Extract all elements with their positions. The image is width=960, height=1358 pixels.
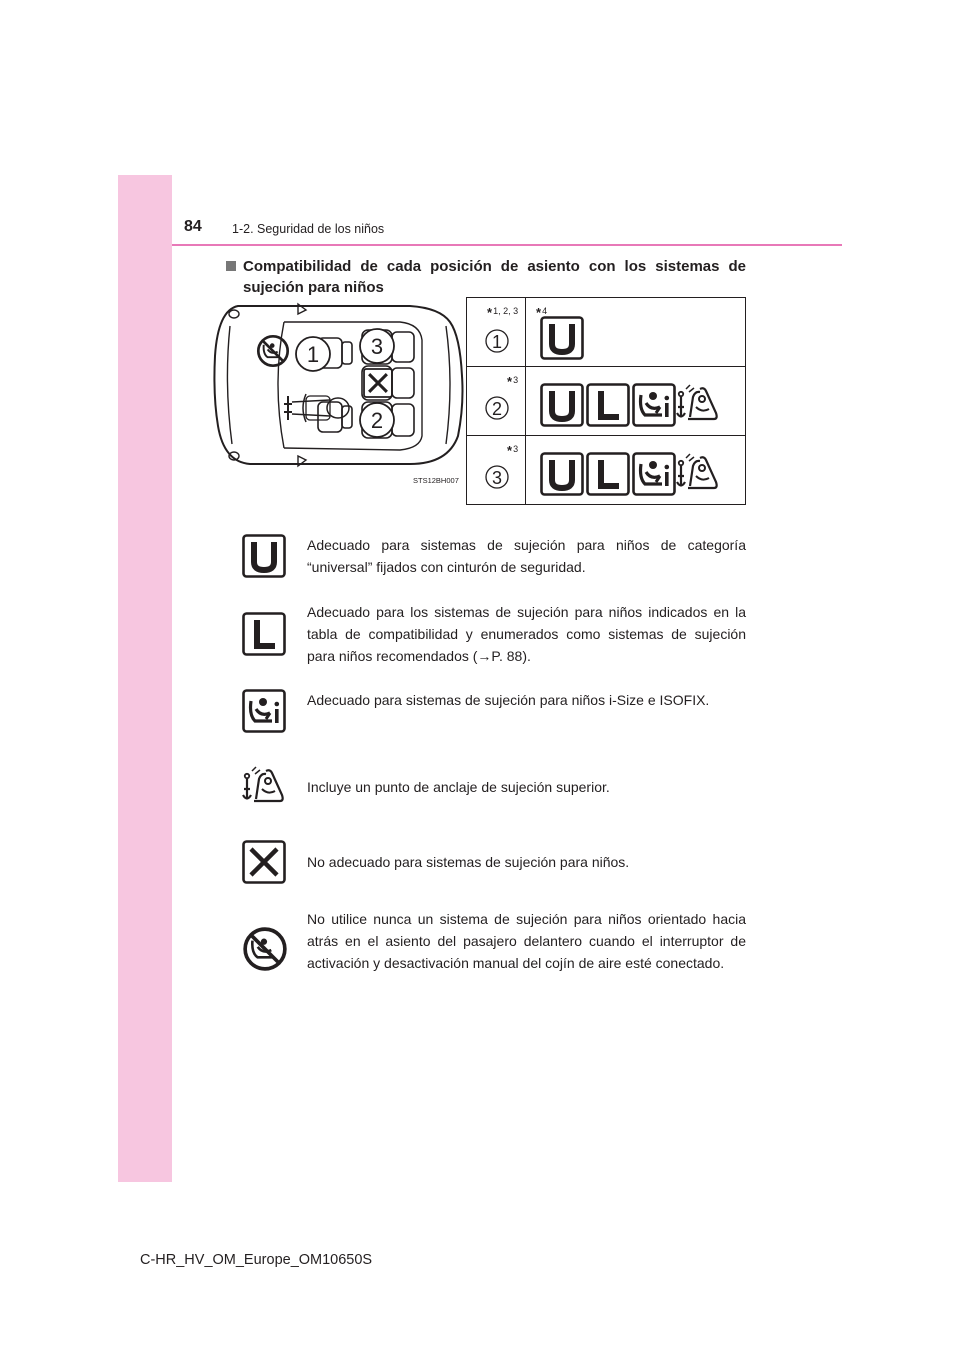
legend-text: No utilice nunca un sistema de sujeción para niños orientado hacia atrás en el asiento del pasajero delantero cuando el interruptor de activación y desactivación manual del cojín de aire esté conectado. bbox=[307, 911, 746, 971]
page-sidebar-tab bbox=[118, 175, 172, 1182]
square-bullet-icon bbox=[226, 261, 236, 271]
document-code: C-HR_HV_OM_Europe_OM10650S bbox=[140, 1252, 373, 1268]
footnote: *4 bbox=[536, 305, 548, 320]
car-seat-diagram bbox=[210, 296, 466, 474]
x-icon bbox=[242, 840, 286, 884]
isofix-seat-icon bbox=[242, 689, 286, 733]
svg-text:1: 1 bbox=[491, 332, 503, 352]
top-tether-icon bbox=[676, 452, 720, 496]
u-category-icon bbox=[242, 534, 286, 578]
header-rule bbox=[172, 244, 842, 246]
l-category-icon bbox=[242, 612, 286, 656]
legend-text: Adecuado para sistemas de sujeción para niños de categoría “universal” fijados con cinturón de seguridad. bbox=[307, 537, 746, 575]
l-category-icon bbox=[586, 452, 630, 496]
u-category-icon bbox=[540, 383, 584, 427]
compatibility-table bbox=[466, 297, 746, 504]
legend-text: Adecuado para los sistemas de sujeción para niños indicados en la tabla de compatibilidad y enumerados como sistemas de sujeción para niños recomendados (→P. 88). bbox=[307, 604, 746, 664]
legend-text: Incluye un punto de anclaje de sujeción superior. bbox=[307, 779, 610, 795]
table-row bbox=[466, 297, 746, 367]
legend-text: Adecuado para sistemas de sujeción para niños i-Size e ISOFIX. bbox=[307, 692, 710, 708]
seat-number-badge bbox=[485, 329, 509, 353]
svg-text:3: 3 bbox=[491, 468, 503, 488]
diagram-seat-label-2: 2 bbox=[370, 408, 384, 433]
footnote: *3 bbox=[507, 443, 519, 458]
seat-number-badge bbox=[485, 396, 509, 420]
legend-text: No adecuado para sistemas de sujeción para niños. bbox=[307, 854, 630, 870]
diagram-seat-label-1: 1 bbox=[306, 342, 320, 367]
u-category-icon bbox=[540, 316, 584, 360]
isofix-seat-icon bbox=[632, 383, 676, 427]
top-tether-icon bbox=[676, 383, 720, 427]
no-rear-facing-icon bbox=[242, 926, 288, 972]
section-title: Compatibilidad de cada posición de asiento con los sistemas de sujeción para niños bbox=[226, 256, 746, 298]
table-row bbox=[466, 366, 746, 436]
l-category-icon bbox=[586, 383, 630, 427]
svg-text:2: 2 bbox=[491, 399, 503, 419]
chapter-title: 1-2. Seguridad de los niños bbox=[232, 222, 385, 236]
top-tether-icon bbox=[242, 765, 286, 809]
seat-number-badge bbox=[485, 465, 509, 489]
figure-code: STS12BH007 bbox=[413, 476, 459, 485]
isofix-seat-icon bbox=[632, 452, 676, 496]
table-row bbox=[466, 435, 746, 505]
footnote: *1, 2, 3 bbox=[487, 305, 519, 320]
page-number: 84 bbox=[184, 218, 202, 235]
diagram-seat-label-3: 3 bbox=[370, 334, 384, 359]
u-category-icon bbox=[540, 452, 584, 496]
footnote: *3 bbox=[507, 374, 519, 389]
